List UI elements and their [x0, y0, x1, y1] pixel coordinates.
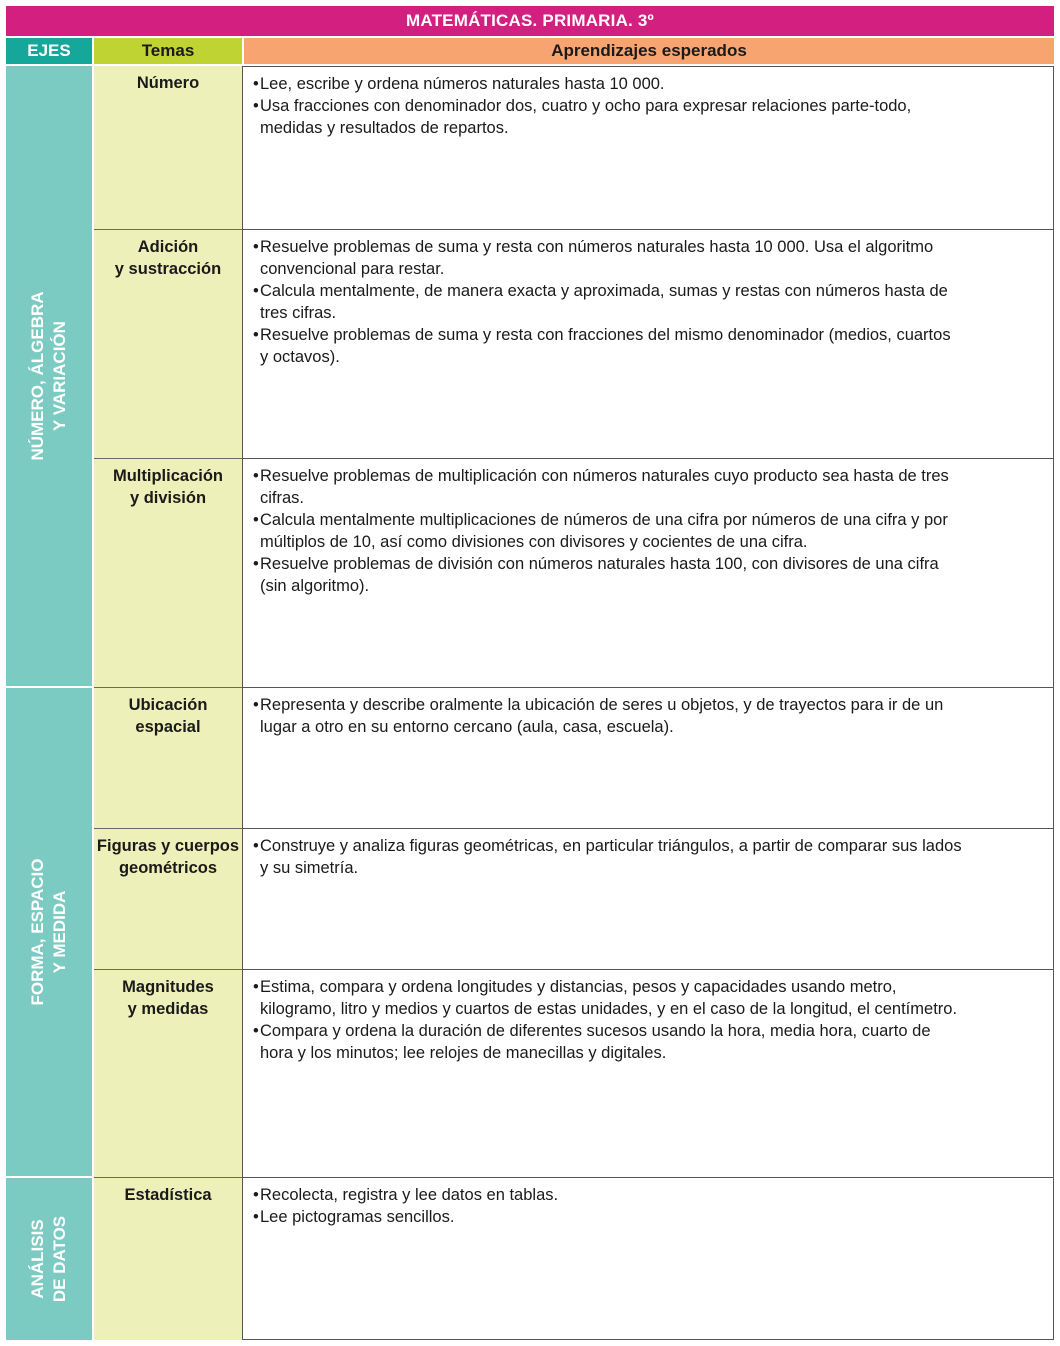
tema-label: espacial — [135, 718, 201, 736]
axis-label-line: DE DATOS — [50, 1215, 69, 1303]
tema-ubicacion — [94, 687, 242, 828]
tema-label: Ubicación — [128, 696, 208, 714]
tema-magnitudes — [94, 969, 242, 1177]
tema-label: Estadística — [124, 1186, 212, 1204]
tema-multiplicacion — [94, 458, 242, 687]
axis-label — [27, 858, 71, 1005]
axis-label — [27, 291, 71, 460]
list-item: • Calcula mentalmente multiplicaciones de números de una cifra por números de una cifra y por múltiplos de 10, así como divisiones con divisores y cocientes de una cifra. — [253, 509, 963, 553]
tema-label: Figuras y cuerpos — [96, 837, 240, 855]
aprendizajes-estadistica — [242, 1177, 1054, 1340]
axis-label-line: ANÁLISIS — [28, 1219, 47, 1299]
tema-label: y sustracción — [114, 260, 222, 278]
tema-label: Magnitudes — [122, 978, 214, 996]
list-item: • Calcula mentalmente, de manera exacta y aproximada, sumas y restas con números hasta de tres cifras. — [253, 280, 963, 324]
list-item: • Estima, compara y ordena longitudes y distancias, pesos y capacidades usando metro, kilogramo, litro y medios y cuartos de estas unidades, y en el caso de la longitud, el centímetro. — [253, 976, 963, 1020]
header-aprendizajes: Aprendizajes esperados — [244, 38, 1054, 64]
axis-label-line: Y VARIACIÓN — [50, 321, 69, 431]
aprendizajes-numero — [242, 66, 1054, 229]
aprendizajes-magnitudes — [242, 969, 1054, 1177]
axis-label-line: NÚMERO, ÁLGEBRA — [28, 291, 47, 461]
tema-label: Adición — [137, 238, 199, 256]
tema-label: Multiplicación — [112, 467, 223, 485]
list-item: • Usa fracciones con denominador dos, cuatro y ocho para expresar relaciones parte-todo, medidas y resultados de repartos. — [253, 95, 963, 139]
header-temas: Temas — [94, 38, 242, 64]
list-item: • Recolecta, registra y lee datos en tablas. — [253, 1184, 963, 1206]
tema-adicion — [94, 229, 242, 458]
list-item: • Resuelve problemas de suma y resta con fracciones del mismo denominador (medios, cuartos y octavos). — [253, 324, 963, 368]
aprendizajes-figuras — [242, 828, 1054, 969]
list-item: • Compara y ordena la duración de diferentes sucesos usando la hora, media hora, cuarto de hora y los minutos; lee relojes de manecillas y digitales. — [253, 1020, 963, 1064]
list-item: • Representa y describe oralmente la ubicación de seres u objetos, y de trayectos para ir de un lugar a otro en su entorno cercano (aula, casa, escuela). — [253, 694, 963, 738]
axis-label-line: Y MEDIDA — [50, 890, 69, 974]
list-item: • Resuelve problemas de multiplicación con números naturales cuyo producto sea hasta de tres cifras. — [253, 465, 963, 509]
tema-label: Número — [136, 74, 200, 92]
aprendizajes-ubicacion — [242, 687, 1054, 828]
list-item: • Resuelve problemas de suma y resta con números naturales hasta 10 000. Usa el algoritmo convencional para restar. — [253, 236, 963, 280]
axis-numero-algebra — [6, 66, 92, 686]
list-item: • Construye y analiza figuras geométricas, en particular triángulos, a partir de comparar sus lados y su simetría. — [253, 835, 963, 879]
axis-label-line: FORMA, ESPACIO — [28, 858, 47, 1006]
list-item: • Lee pictogramas sencillos. — [253, 1206, 963, 1228]
tema-label: y medidas — [127, 1000, 209, 1018]
axis-label — [27, 1216, 71, 1302]
axis-analisis-datos — [6, 1178, 92, 1340]
aprendizajes-adicion — [242, 229, 1054, 458]
tema-numero — [94, 66, 242, 229]
tema-figuras — [94, 828, 242, 969]
table-title: MATEMÁTICAS. PRIMARIA. 3º — [6, 6, 1054, 36]
list-item: • Lee, escribe y ordena números naturales hasta 10 000. — [253, 73, 963, 95]
curriculum-table — [6, 6, 1054, 1340]
tema-label: y división — [129, 489, 207, 507]
tema-estadistica — [94, 1177, 242, 1340]
list-item: • Resuelve problemas de división con números naturales hasta 100, con divisores de una cifra (sin algoritmo). — [253, 553, 963, 597]
aprendizajes-multiplicacion — [242, 458, 1054, 687]
header-ejes: EJES — [6, 38, 92, 64]
axis-forma-espacio — [6, 688, 92, 1176]
tema-label: geométricos — [118, 859, 218, 877]
